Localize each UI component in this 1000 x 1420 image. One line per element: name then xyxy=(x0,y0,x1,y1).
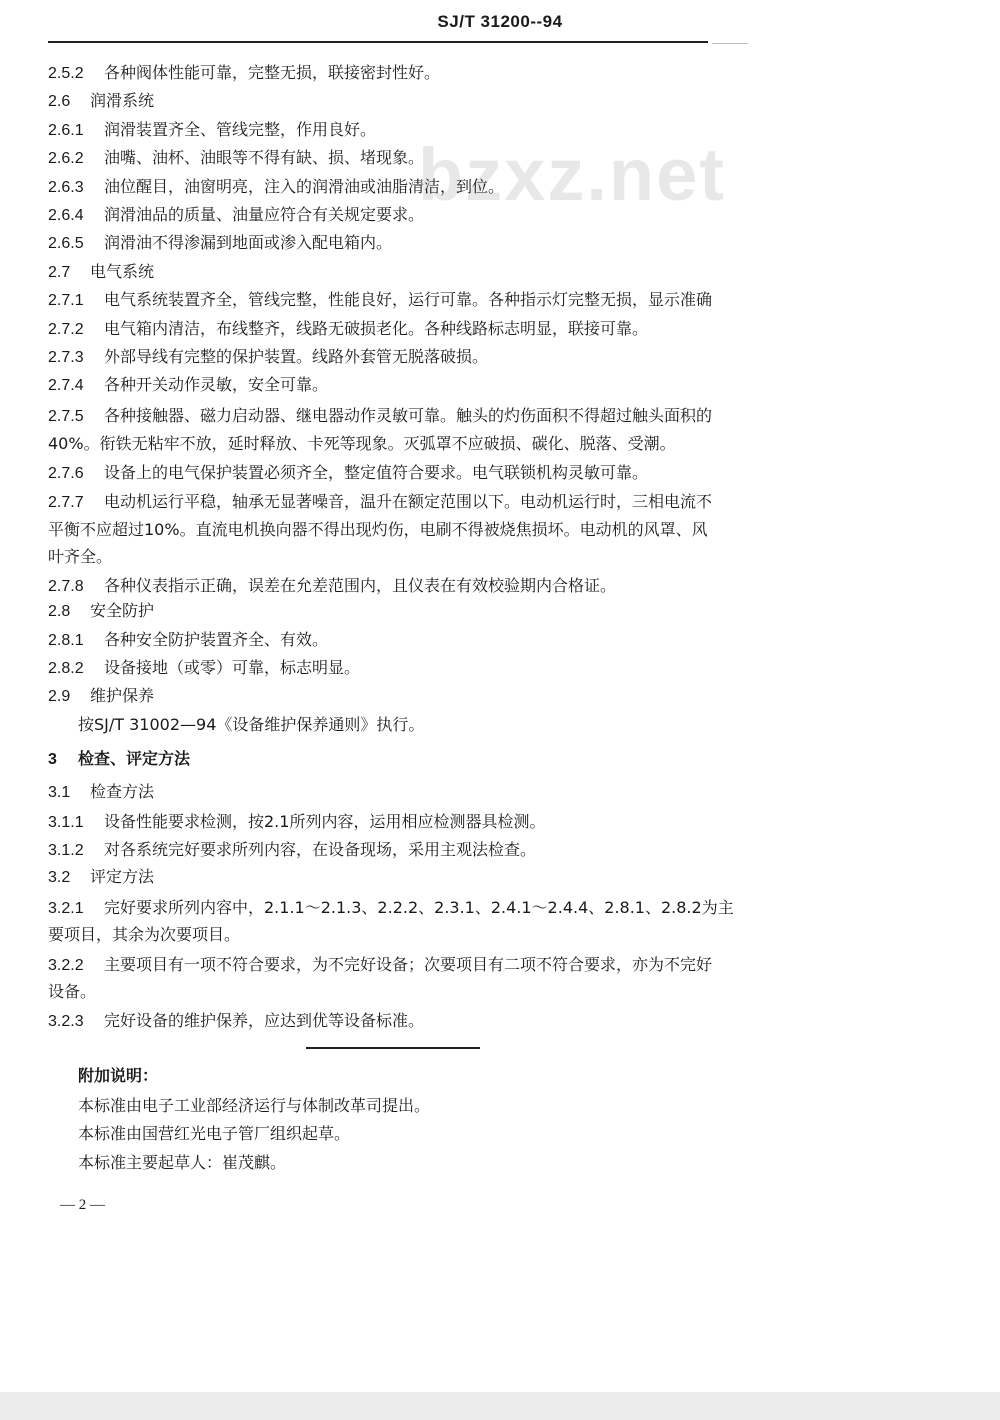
clause-3-2-2-cont: 设备。 xyxy=(48,982,97,1001)
note-item: 本标准主要起草人：崔茂麒。 xyxy=(78,1153,287,1172)
clause-2-5-2: 2.5.2 各种阀体性能可靠，完整无损，联接密封性好。 xyxy=(48,63,441,82)
clause-3-1-2: 3.1.2 对各系统完好要求所列内容，在设备现场，采用主观法检查。 xyxy=(48,840,537,859)
clause-2-7-8: 2.7.8 各种仪表指示正确，误差在允差范围内，且仪表在有效校验期内合格证。 xyxy=(48,576,617,595)
notes-separator xyxy=(306,1047,480,1049)
clause-2-6-3: 2.6.3 油位醒目，油窗明亮，注入的润滑油或油脂清洁，到位。 xyxy=(48,177,505,196)
clause-2-6-5: 2.6.5 润滑油不得渗漏到地面或渗入配电箱内。 xyxy=(48,233,393,252)
clause-2-7-7: 2.7.7 电动机运行平稳，轴承无显著噪音，温升在额定范围以下。电动机运行时，三相电流不 xyxy=(48,492,713,511)
clause-3-1-1: 3.1.1 设备性能要求检测，按2.1所列内容，运用相应检测器具检测。 xyxy=(48,812,546,831)
clause-3-2-1-cont: 要项目，其余为次要项目。 xyxy=(48,925,241,944)
clause-2-7-1: 2.7.1 电气系统装置齐全，管线完整，性能良好，运行可靠。各种指示灯完整无损，显示准确 xyxy=(48,290,713,309)
section-2-9: 2.9 维护保养 xyxy=(48,686,155,705)
clause-2-7-5: 2.7.5 各种接触器、磁力启动器、继电器动作灵敏可靠。触头的灼伤面积不得超过触头面积的 xyxy=(48,406,713,425)
clause-2-6-2: 2.6.2 油嘴、油杯、油眼等不得有缺、损、堵现象。 xyxy=(48,148,425,167)
section-2-7: 2.7 电气系统 xyxy=(48,262,155,281)
clause-2-8-2: 2.8.2 设备接地（或零）可靠，标志明显。 xyxy=(48,658,361,677)
clause-2-7-4: 2.7.4 各种开关动作灵敏，安全可靠。 xyxy=(48,375,329,394)
header-rule xyxy=(48,41,708,43)
header-rule-faint xyxy=(712,43,748,44)
clause-3-2-2: 3.2.2 主要项目有一项不符合要求，为不完好设备；次要项目有二项不符合要求，亦为不完好 xyxy=(48,955,713,974)
clause-2-7-7-cont-2: 叶齐全。 xyxy=(48,547,113,566)
clause-2-8-1: 2.8.1 各种安全防护装置齐全、有效。 xyxy=(48,630,329,649)
note-item: 本标准由电子工业部经济运行与体制改革司提出。 xyxy=(78,1096,431,1115)
clause-3-2-3: 3.2.3 完好设备的维护保养，应达到优等设备标准。 xyxy=(48,1011,425,1030)
clause-2-9-text: 按SJ/T 31002—94《设备维护保养通则》执行。 xyxy=(78,715,425,734)
section-2-8: 2.8 安全防护 xyxy=(48,601,155,620)
clause-2-7-2: 2.7.2 电气箱内清洁，布线整齐，线路无破损老化。各种线路标志明显，联接可靠。 xyxy=(48,319,649,338)
clause-2-7-3: 2.7.3 外部导线有完整的保护装置。线路外套管无脱落破损。 xyxy=(48,347,489,366)
clause-2-7-7-cont-1: 平衡不应超过10%。直流电机换向器不得出现灼伤，电刷不得被烧焦损坏。电动机的风罩、风 xyxy=(48,520,708,539)
notes-heading: 附加说明： xyxy=(78,1066,159,1085)
clause-2-6-4: 2.6.4 润滑油品的质量、油量应符合有关规定要求。 xyxy=(48,205,425,224)
note-item: 本标准由国营红光电子管厂组织起草。 xyxy=(78,1124,351,1143)
clause-2-6-1: 2.6.1 润滑装置齐全、管线完整，作用良好。 xyxy=(48,120,377,139)
clause-2-7-5-cont: 40%。衔铁无粘牢不放，延时释放、卡死等现象。灭弧罩不应破损、碳化、脱落、受潮。 xyxy=(48,434,676,453)
clause-3-2-1: 3.2.1 完好要求所列内容中，2.1.1～2.1.3、2.2.2、2.3.1、2.4.1～2.4.4、2.8.1、2.8.2为主 xyxy=(48,898,734,917)
viewer-bottom-bar xyxy=(0,1392,1000,1420)
section-3-1: 3.1 检查方法 xyxy=(48,782,155,801)
section-3-2: 3.2 评定方法 xyxy=(48,867,155,886)
watermark: bzxz.net xyxy=(418,133,726,216)
page-number: — 2 — xyxy=(60,1197,105,1213)
chapter-3: 3 检查、评定方法 xyxy=(48,749,191,768)
section-2-6: 2.6 润滑系统 xyxy=(48,91,155,110)
page-header-title: SJ/T 31200--94 xyxy=(437,12,563,31)
clause-2-7-6: 2.7.6 设备上的电气保护装置必须齐全，整定值符合要求。电气联锁机构灵敏可靠。 xyxy=(48,463,649,482)
